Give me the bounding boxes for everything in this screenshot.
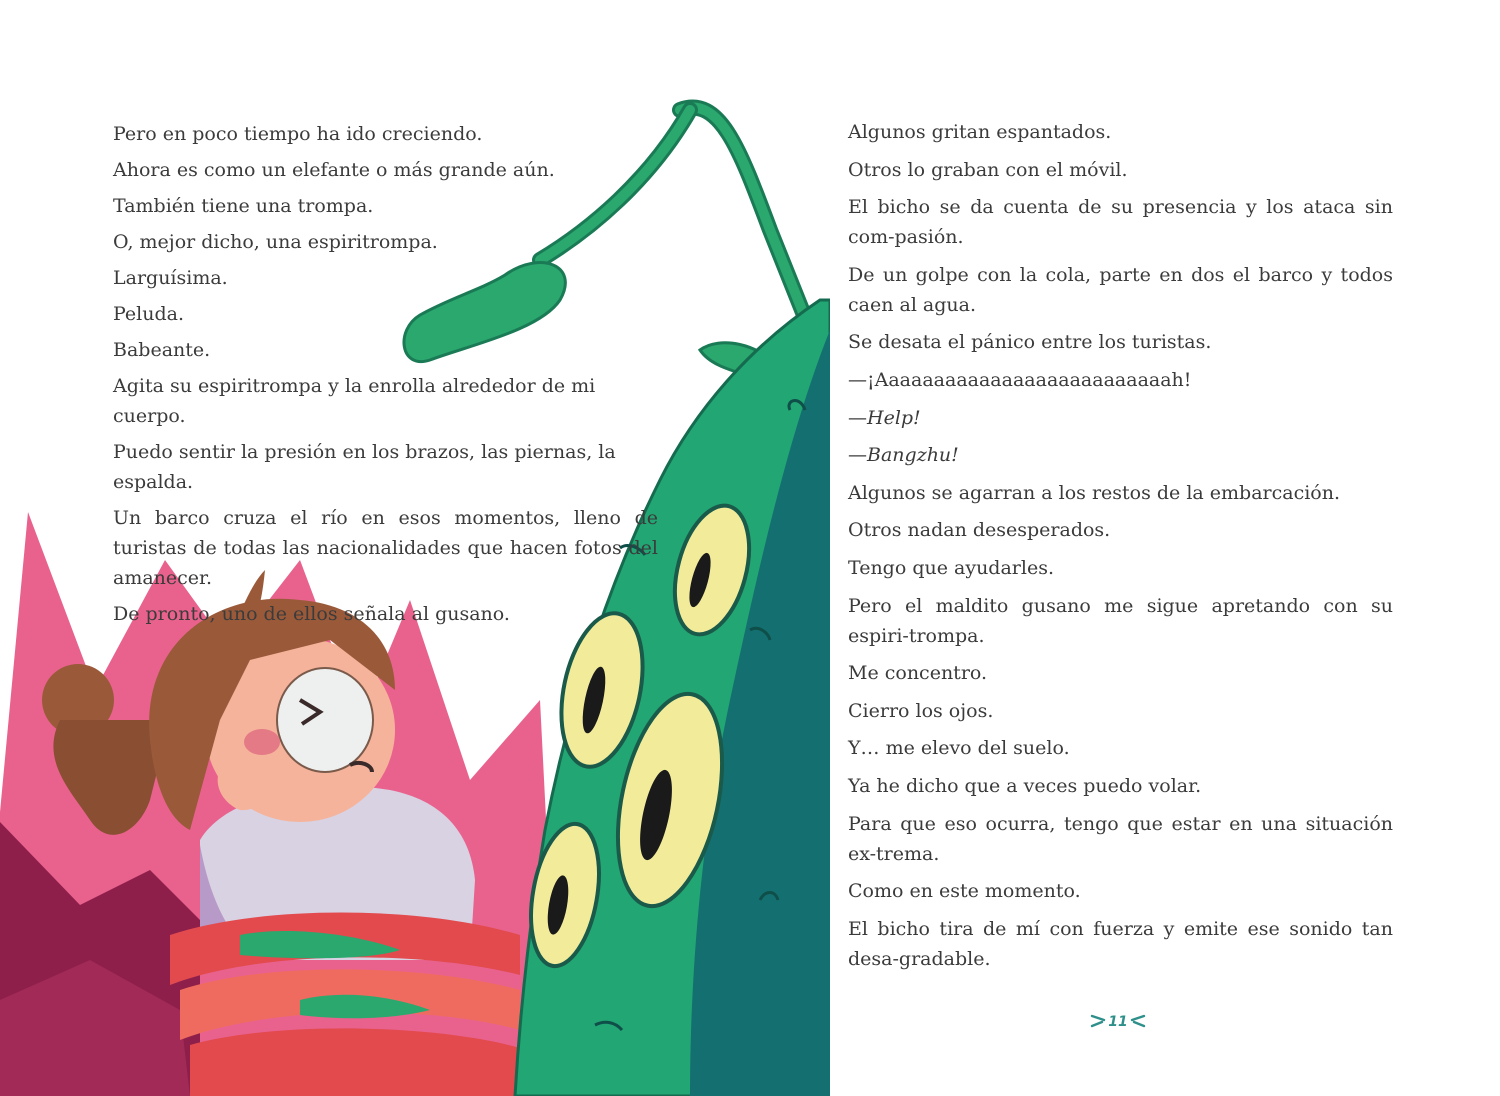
paragraph: Me concentro. <box>848 662 988 685</box>
dialogue-line <box>848 440 1393 470</box>
paragraph: Cierro los ojos. <box>848 699 994 722</box>
red-trunk-coil <box>170 913 520 1096</box>
paragraph: Pero en poco tiempo ha ido creciendo. <box>113 123 483 145</box>
page-number-text: 11 <box>1108 1014 1128 1030</box>
paragraph: El bicho se da cuenta de su presencia y los ataca sin com-pasión. <box>848 196 1393 249</box>
paragraph: De pronto, uno de ellos señala al gusano. <box>113 603 510 625</box>
paragraph: Pero el maldito gusano me sigue apretando con su espiri-trompa. <box>848 594 1393 647</box>
paragraph: Tengo que ayudarles. <box>848 556 1054 579</box>
paragraph: Se desata el pánico entre los turistas. <box>848 331 1212 354</box>
dialogue-italic: Bangzhu! <box>867 444 959 467</box>
paragraph: Otros nadan desesperados. <box>848 519 1111 542</box>
paragraph: O, mejor dicho, una espiritrompa. <box>113 231 438 253</box>
paragraph: Agita su espiritrompa y la enrolla alrededor de mi cuerpo. <box>113 375 596 427</box>
paragraph: Como en este momento. <box>848 880 1081 903</box>
page-number <box>1088 1008 1148 1036</box>
paragraph: Babeante. <box>113 339 211 361</box>
dialogue-dash: — <box>848 444 867 467</box>
paragraph: Para que eso ocurra, tengo que estar en una situación ex-trema. <box>848 812 1393 865</box>
paragraph: —¡Aaaaaaaaaaaaaaaaaaaaaaaaaah! <box>848 368 1192 391</box>
paragraph: Larguísima. <box>113 267 228 289</box>
girl-glasses <box>277 668 373 772</box>
right-text-column <box>848 117 1393 981</box>
paragraph: Ahora es como un elefante o más grande aún. <box>113 159 555 181</box>
left-text-column <box>113 119 658 635</box>
paragraph: El bicho tira de mí con fuerza y emite ese sonido tan desa-gradable. <box>848 917 1393 970</box>
paragraph: Peluda. <box>113 303 185 325</box>
dialogue-italic: Help! <box>867 406 921 429</box>
paragraph: De un golpe con la cola, parte en dos el barco y todos caen al agua. <box>848 263 1393 316</box>
dialogue-line <box>848 403 1393 433</box>
dialogue-dash: — <box>848 406 867 429</box>
paragraph: Ya he dicho que a veces puedo volar. <box>848 774 1202 797</box>
paragraph: Algunos gritan espantados. <box>848 121 1112 143</box>
paragraph: También tiene una trompa. <box>113 195 374 217</box>
paragraph: Un barco cruza el río en esos momentos, lleno de turistas de todas las nacionalidades que hacen fotos del amanecer. <box>113 507 658 589</box>
paragraph: Y… me elevo del suelo. <box>848 737 1070 760</box>
paragraph: Algunos se agarran a los restos de la embarcación. <box>848 481 1341 504</box>
girl-blush <box>244 729 280 755</box>
paragraph: Puedo sentir la presión en los brazos, las piernas, la espalda. <box>113 441 616 493</box>
paragraph: Otros lo graban con el móvil. <box>848 158 1128 181</box>
